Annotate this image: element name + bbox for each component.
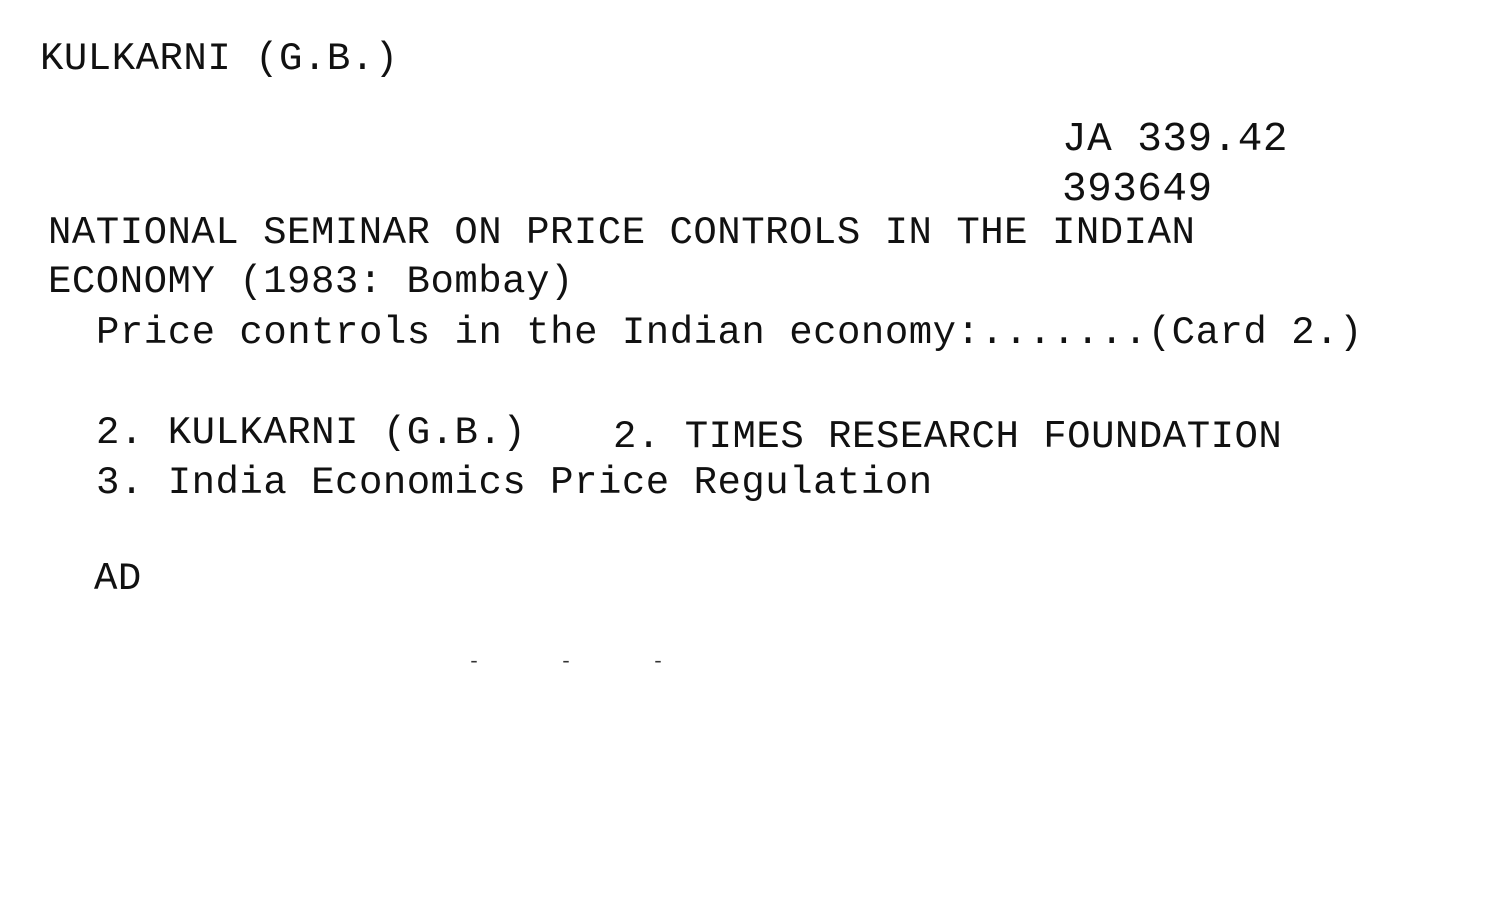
main-entry-line2: ECONOMY (1983: Bombay) xyxy=(48,260,574,304)
card-code: AD xyxy=(94,557,142,601)
title-line: Price controls in the Indian economy:.......(Card 2.) xyxy=(96,311,1363,355)
tracing-item-1: 2. KULKARNI (G.B.) xyxy=(96,411,527,455)
dash-marks: - - - xyxy=(468,651,699,674)
tracing-item-3: 3. India Economics Price Regulation xyxy=(96,461,933,505)
main-entry-line1: NATIONAL SEMINAR ON PRICE CONTROLS IN THE INDIAN xyxy=(48,211,1196,255)
tracing-item-2: 2. TIMES RESEARCH FOUNDATION xyxy=(613,415,1283,459)
call-number-line2: 393649 xyxy=(1062,167,1213,213)
call-number-line1: JA 339.42 xyxy=(1062,117,1288,163)
card-heading: KULKARNI (G.B.) xyxy=(40,37,399,81)
